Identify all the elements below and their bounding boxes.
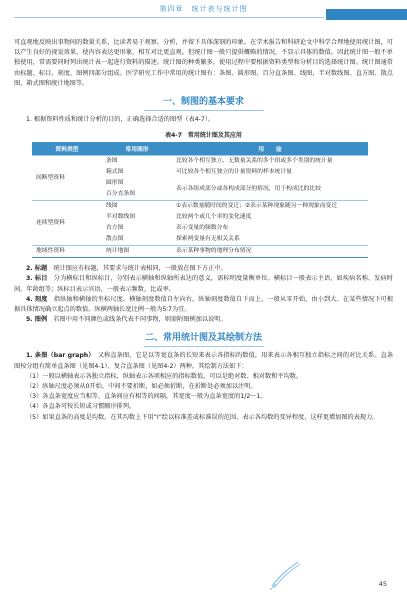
item-3 bbox=[14, 274, 393, 294]
item-text: 统计图应有标题，其要求与统计表相同，一般放在图下方正中。 bbox=[53, 265, 227, 273]
bar-graph-intro bbox=[14, 351, 393, 371]
header-band bbox=[326, 9, 407, 20]
step-2: （2）纵轴尺度必须从0开始，中间不要折断，如必须折断，在折断处必须加以注明。 bbox=[26, 383, 257, 391]
table-caption: 表4-7 常用统计图及其应用 bbox=[165, 132, 242, 140]
data-type-cell: 连续型资料 bbox=[32, 201, 102, 246]
item-label: 5. 图例 bbox=[26, 316, 48, 324]
item-label: 3. 标目 bbox=[26, 275, 48, 283]
col-header-type: 资料类型 bbox=[32, 142, 102, 156]
item-text: 若图中用不同颜色或线条代表不同事物，则需附图例加以说明。 bbox=[53, 316, 227, 324]
page-header bbox=[0, 0, 407, 20]
page-number: 45 bbox=[378, 580, 387, 588]
chart-cell: 条图 bbox=[102, 156, 172, 168]
item-2 bbox=[14, 264, 393, 274]
table-row bbox=[32, 246, 368, 258]
use-cell: 比较各个相互独立、无数量关系的多个组或多个类别的统计量 bbox=[172, 156, 368, 168]
step-4: （4）各直条可按长短或习惯顺序排列。 bbox=[26, 403, 136, 411]
chart-cell: 直方图 bbox=[106, 225, 124, 232]
use-cell: 比较两个或几个率的变化速度 bbox=[176, 214, 252, 221]
header-dots: •• •• •• bbox=[335, 2, 381, 10]
chart-cell: 线图 bbox=[102, 201, 172, 213]
use-cell: 表示某种事物的地理分布情况 bbox=[172, 246, 368, 258]
chart-cell: 散点图 bbox=[106, 236, 124, 243]
use-cell: 可比较各个相互独立的计量资料的样本统计量 bbox=[176, 169, 292, 176]
item-1: 1. 根据资料性质和统计分析的目的，正确选择合适的图型（表4-7）。 bbox=[26, 116, 215, 124]
step-3: （3）各直条宽度应当相等，直条间应有相等的间隔，其宽度一般为直条宽度的1/2～1。 bbox=[26, 393, 267, 401]
data-type-cell: 地域性资料 bbox=[32, 246, 102, 258]
use-cell: 探索两变量有无相关关系 bbox=[176, 236, 240, 243]
pen-sketch-icon bbox=[268, 556, 308, 592]
chart-cell: 箱式图 bbox=[106, 169, 124, 176]
item-4 bbox=[14, 295, 393, 315]
chart-cell: 百分直条图 bbox=[106, 191, 135, 198]
chart-usage-table bbox=[32, 142, 368, 258]
item-text: 分为横标目和纵标目，分别表示横轴和纵轴所表达的意义，需标明度量衡单位。横标目一般表示主语，如疾病名称、发病时间、年龄组等；纵标目表示宾语，一般表示频数、比或率。 bbox=[14, 275, 394, 293]
page-body bbox=[14, 38, 393, 423]
item-text: 指纵轴和横轴的坐标尺度。横轴刻度数值自左向右，纵轴刻度数值自下而上，一般从零开始，由小到大。在某些情况下可根据具体情况确立起点的数值。纵横两轴长宽比例一般为5∶7为宜。 bbox=[14, 295, 394, 314]
col-header-use: 用 途 bbox=[172, 142, 368, 156]
use-cell: 表示变量的频数分布 bbox=[176, 225, 229, 232]
step-5: （5）如果直条的高度是均数，在其均数上下用“I”绘以标准差或标准误的范围，表示各均数的变异程度，这样更增加图的表现力。 bbox=[26, 413, 379, 421]
item-label: 4. 刻度 bbox=[26, 295, 48, 303]
use-cell: ①表示数量随时间的变迁；②表示某种现象随另一种现象而变迁 bbox=[172, 201, 368, 213]
col-header-chart: 常用图形 bbox=[102, 142, 172, 156]
step-1: （1）一般以横轴表示各独立指标，纵轴表示各项相应的指标数值，可以是绝对数、相对数和平均数。 bbox=[26, 372, 303, 380]
item-label: 2. 标题 bbox=[26, 265, 48, 273]
section-title-2: 二、常用统计图及其绘制方法 bbox=[14, 330, 393, 347]
table-row bbox=[32, 156, 368, 168]
item-5 bbox=[14, 315, 393, 325]
header-rule bbox=[14, 17, 324, 18]
item-label: 1. 条图（bar graph） bbox=[26, 352, 92, 360]
item-text: 又称直条图，它是以等宽直条的长短来表示各指标的数值，用来表示各相互独立指标之间的对比关系。直条图按分组有简单直条图（见图4-1）、复合直条图（见图4-2）两种。其绘制方法如下： bbox=[14, 352, 394, 370]
chapter-title: 第四章 统计表与统计图 bbox=[159, 5, 248, 13]
chart-cell: 统计地图 bbox=[102, 246, 172, 258]
chart-cell: 半对数线图 bbox=[106, 214, 135, 221]
data-type-cell: 间断型资料 bbox=[32, 156, 102, 201]
section-title-1: 一、制图的基本要求 bbox=[14, 94, 393, 111]
chart-cell: 圆形图 bbox=[106, 180, 124, 187]
table-row bbox=[32, 201, 368, 213]
intro-paragraph: 可直观地反映出事物间的数量关系，比读者易于观察、分析，并留下具体深刻的印象。在学术报告和科研论文中科学合理地使用统计图，可以产生良好的视觉效果，使内容表达更形象，相互对比更直观。但统计图一般只提供概略的情况，不显示具体的数值。因此统计图一般不单独使用，常需要同时列出统计表一起进行资料的描述。统计图的种类繁多，使用过程中要根据资料类型和分析目的选择统计图。统计图通常由标题、标目、刻度、图例四部分组成。医学研究工作中常用的统计图有：条图、圆形图、百分直条图、线图、半对数线图、直方图、散点图、箱式图和统计地图等。 bbox=[14, 39, 393, 87]
use-cell: 表示各组成部分或各构成部分的情况，用于构成比的比较 bbox=[176, 185, 321, 192]
